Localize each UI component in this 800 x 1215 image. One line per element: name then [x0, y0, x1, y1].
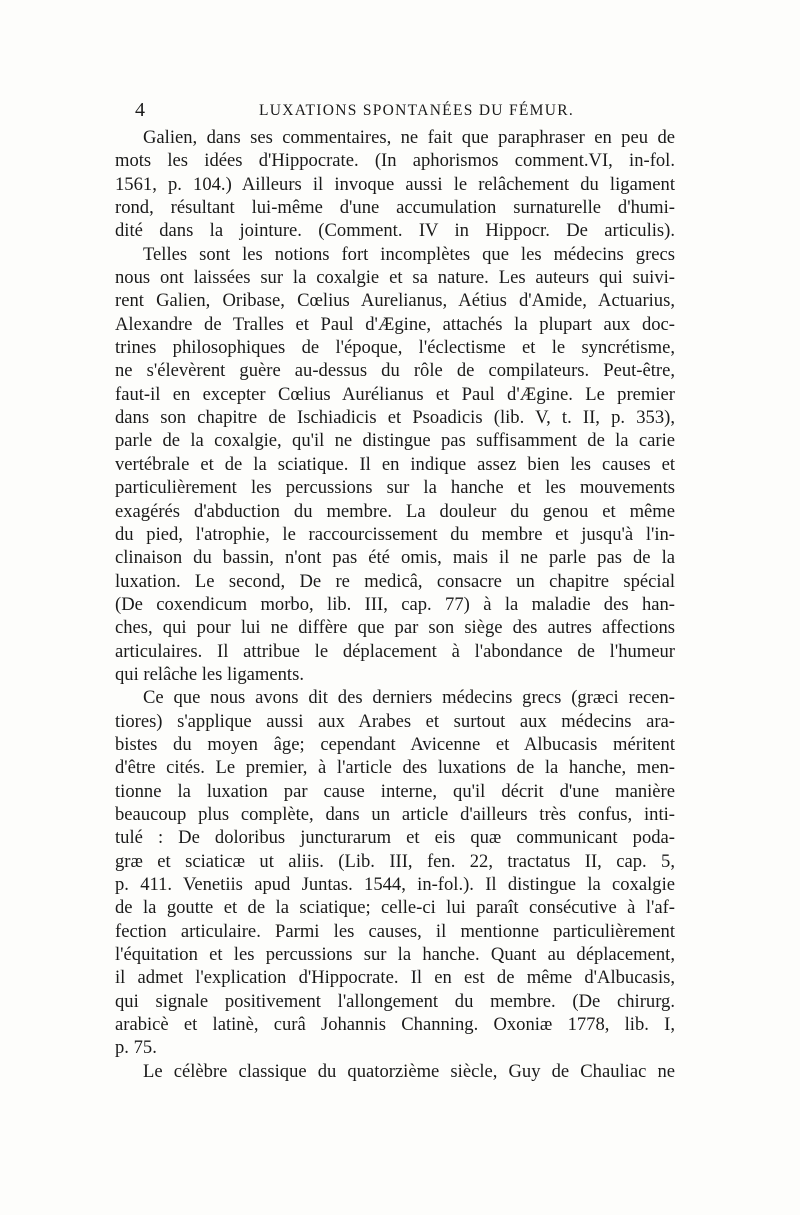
page-header [135, 96, 675, 124]
text-line: rond, résultant lui-même d'une accumulation surnaturelle d'humi- [115, 197, 675, 219]
text-line: rent Galien, Oribase, Cœlius Aurelianus, Aétius d'Amide, Actuarius, [115, 290, 675, 312]
text-line: nous ont laissées sur la coxalgie et sa nature. Les auteurs qui suivi- [115, 267, 675, 289]
text-line: (De coxendicum morbo, lib. III, cap. 77) à la maladie des han- [115, 593, 675, 615]
text-line: dans son chapitre de Ischiadicis et Psoadicis (lib. V, t. II, p. 353), [115, 407, 675, 429]
text-line: vertébrale et de la sciatique. Il en indique assez bien les causes et [115, 453, 675, 475]
text-line: qui signale positivement l'allongement du membre. (De chirurg. [115, 990, 675, 1012]
text-line: ches, qui pour lui ne diffère que par son siège des autres affections [115, 617, 675, 639]
text-line: tulé : De doloribus juncturarum et eis quæ communicant poda- [115, 827, 675, 849]
text-line: arabicè et latinè, curâ Johannis Channing. Oxoniæ 1778, lib. I, [115, 1014, 675, 1036]
text-line: tionne la luxation par cause interne, qu'il décrit d'une manière [115, 780, 675, 802]
text-line: fection articulaire. Parmi les causes, il mentionne particulièrement [115, 920, 675, 942]
text-line: clinaison du bassin, n'ont pas été omis, mais il ne parle pas de la [115, 547, 675, 569]
text-line: bistes du moyen âge; cependant Avicenne et Albucasis méritent [115, 733, 675, 755]
text-line: d'être cités. Le premier, à l'article des luxations de la hanche, men- [115, 757, 675, 779]
text-line: particulièrement les percussions sur la hanche et les mouvements [115, 477, 675, 499]
text-line: de la goutte et de la sciatique; celle-ci lui paraît consécutive à l'af- [115, 897, 675, 919]
text-line: tiores) s'applique aussi aux Arabes et surtout aux médecins ara- [115, 710, 675, 732]
text-line: articulaires. Il attribue le déplacement à l'abondance de l'humeur [115, 640, 675, 662]
page-number: 4 [135, 99, 145, 121]
text-line: Galien, dans ses commentaires, ne fait que paraphraser en peu de [143, 127, 675, 148]
text-line: 1561, p. 104.) Ailleurs il invoque aussi le relâchement du ligament [115, 173, 675, 195]
text-line: luxation. Le second, De re medicâ, consacre un chapitre spécial [115, 570, 675, 592]
text-line: l'équitation et les percussions sur la hanche. Quant au déplacement, [115, 944, 675, 966]
text-line: p. 75. [115, 1037, 157, 1059]
text-line: Alexandre de Tralles et Paul d'Ægine, attachés la plupart aux doc- [115, 313, 675, 335]
text-line: dité dans la jointure. (Comment. IV in Hippocr. De articulis). [115, 220, 675, 242]
text-line: parle de la coxalgie, qu'il ne distingue pas suffisamment de la carie [115, 430, 675, 452]
text-line: græ et sciaticæ ut aliis. (Lib. III, fen. 22, tractatus II, cap. 5, [115, 850, 675, 872]
text-line: Le célèbre classique du quatorzième siècle, Guy de Chauliac ne [143, 1060, 675, 1082]
text-line: mots les idées d'Hippocrate. (In aphorismos comment.VI, in-fol. [115, 150, 675, 172]
text-line: p. 411. Venetiis apud Juntas. 1544, in-fol.). Il distingue la coxalgie [115, 874, 675, 895]
text-line: qui relâche les ligaments. [115, 663, 304, 685]
text-line: trines philosophiques de l'époque, l'éclectisme et le syncrétisme, [115, 337, 675, 359]
text-line: il admet l'explication d'Hippocrate. Il en est de même d'Albucasis, [115, 967, 675, 989]
text-line: Telles sont les notions fort incomplètes que les médecins grecs [143, 243, 675, 265]
text-line: du pied, l'atrophie, le raccourcissement du membre et jusqu'à l'in- [115, 523, 675, 545]
running-title: LUXATIONS SPONTANÉES DU FÉMUR. [259, 102, 575, 119]
text-line: Ce que nous avons dit des derniers médecins grecs (græci recen- [143, 687, 675, 709]
text-line: faut-il en excepter Cœlius Aurélianus et Paul d'Ægine. Le premier [115, 383, 675, 405]
text-line: exagérés d'abduction du membre. La douleur du genou et même [115, 500, 675, 522]
body-text [115, 126, 675, 1083]
text-line: beaucoup plus complète, dans un article d'ailleurs très confus, inti- [115, 803, 675, 825]
text-line: ne s'élevèrent guère au-dessus du rôle de compilateurs. Peut-être, [115, 360, 675, 382]
